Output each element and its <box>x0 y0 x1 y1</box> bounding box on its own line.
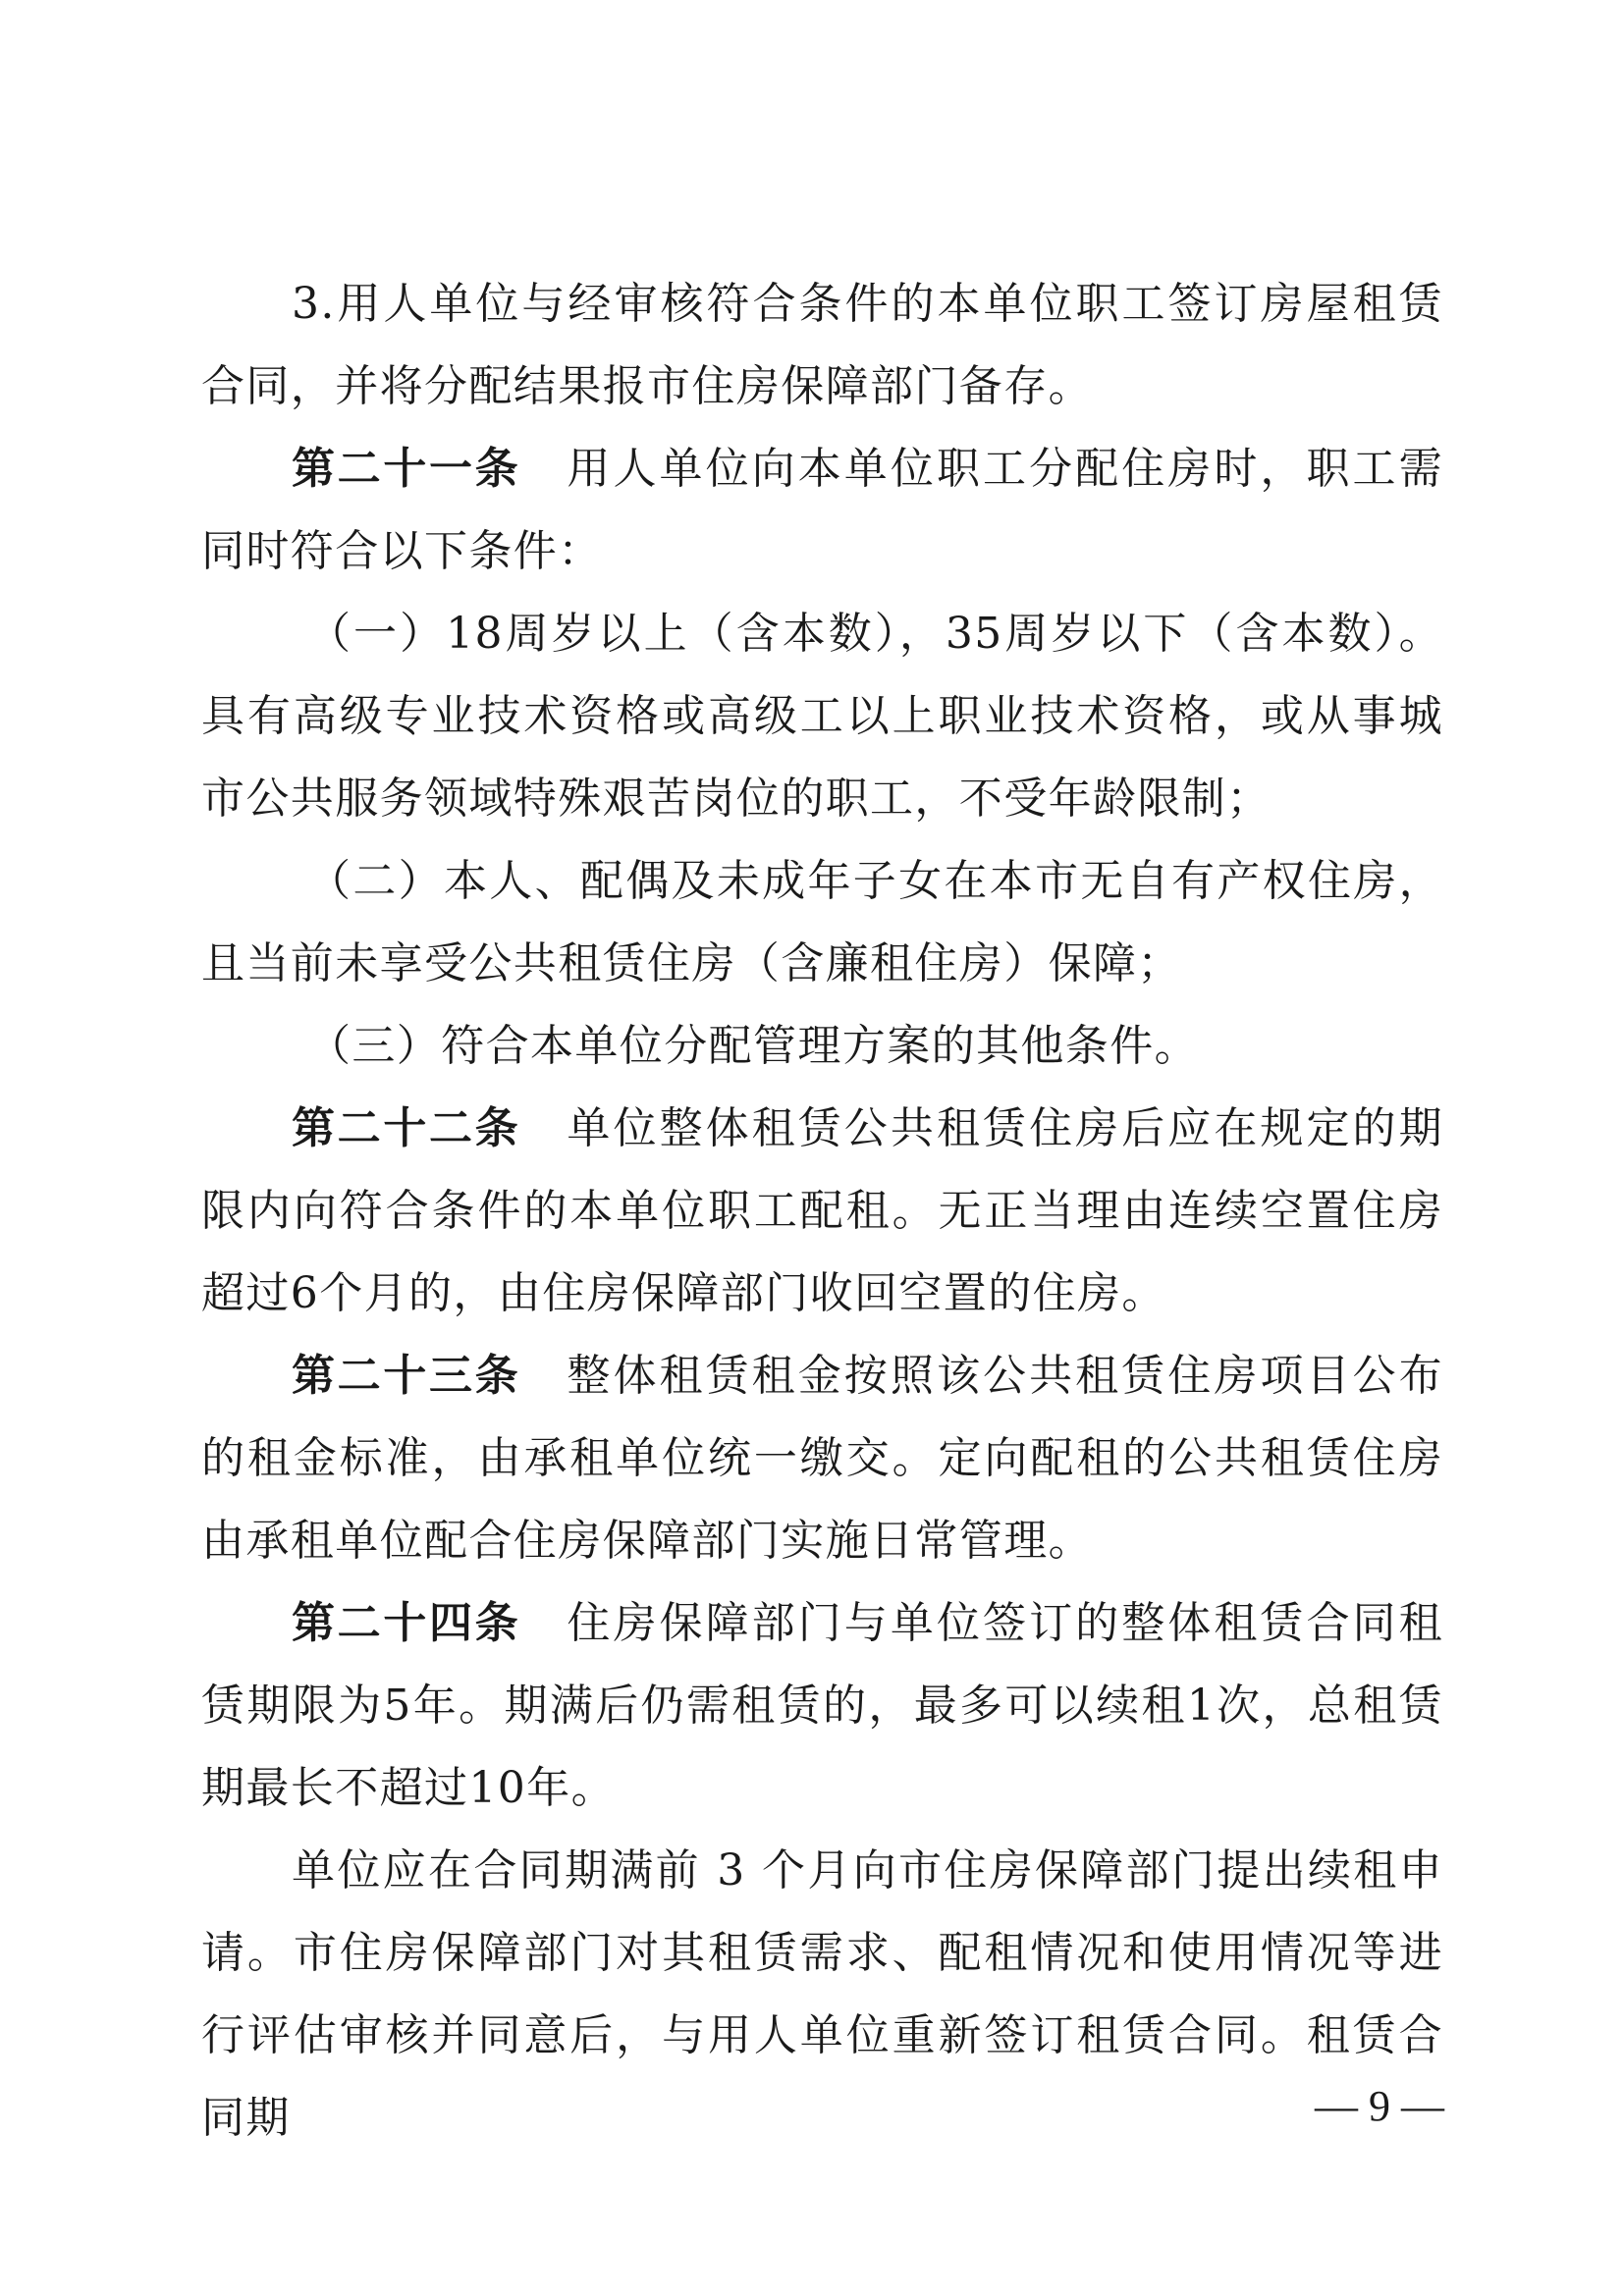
article-text: 住房保障部门与单位签订的整体租赁合同租赁期限为5年。期满后仍需租赁的，最多可以续租1次，总租赁期最长不超过10年。 <box>201 1598 1444 1813</box>
article-22 <box>201 1088 1443 1335</box>
article-spacer <box>520 1598 565 1648</box>
condition-text: （三）符合本单位分配管理方案的其他条件。 <box>307 1021 1199 1071</box>
condition-2 <box>201 840 1443 1005</box>
page-number: — 9 — <box>1315 2082 1444 2130</box>
article-spacer <box>520 1351 565 1401</box>
article-text: 单位整体租赁公共租赁住房后应在规定的期限内向符合条件的本单位职工配租。无正当理由连续空置住房超过6个月的，由住房保障部门收回空置的住房。 <box>201 1103 1444 1318</box>
paragraph-item-3 <box>201 263 1443 428</box>
condition-1 <box>201 593 1443 840</box>
paragraph-text: 单位应在合同期满前 3 个月向市住房保障部门提出续租申请。市住房保障部门对其租赁需求、配租情况和使用情况等进行评估审核并同意后，与用人单位重新签订租赁合同。租赁合同期 <box>201 1845 1443 2143</box>
condition-text: （一）18周岁以上（含本数），35周岁以下（含本数）。具有高级专业技术资格或高级工以上职业技术资格，或从事城市公共服务领域特殊艰苦岗位的职工，不受年龄限制； <box>201 609 1443 824</box>
article-21 <box>201 428 1443 593</box>
paragraph-text: 3.用人单位与经审核符合条件的本单位职工签订房屋租赁合同，并将分配结果报市住房保障部门备存。 <box>201 279 1443 411</box>
article-24 <box>201 1582 1443 1830</box>
article-title: 第二十一条 <box>292 444 521 494</box>
document-body <box>201 263 1443 2160</box>
article-23 <box>201 1335 1443 1582</box>
renewal-paragraph <box>201 1830 1443 2160</box>
article-title: 第二十三条 <box>292 1351 521 1401</box>
condition-3 <box>201 1005 1443 1088</box>
article-text: 整体租赁租金按照该公共租赁住房项目公布的租金标准，由承租单位统一缴交。定向配租的公共租赁住房由承租单位配合住房保障部门实施日常管理。 <box>201 1351 1444 1566</box>
article-title: 第二十四条 <box>292 1598 521 1648</box>
article-spacer <box>520 1103 565 1153</box>
article-text: 用人单位向本单位职工分配住房时，职工需同时符合以下条件： <box>201 444 1444 576</box>
article-spacer <box>520 444 565 494</box>
article-title: 第二十二条 <box>292 1103 521 1153</box>
condition-text: （二）本人、配偶及未成年子女在本市无自有产权住房，且当前未享受公共租赁住房（含廉租住房）保障； <box>201 856 1443 988</box>
